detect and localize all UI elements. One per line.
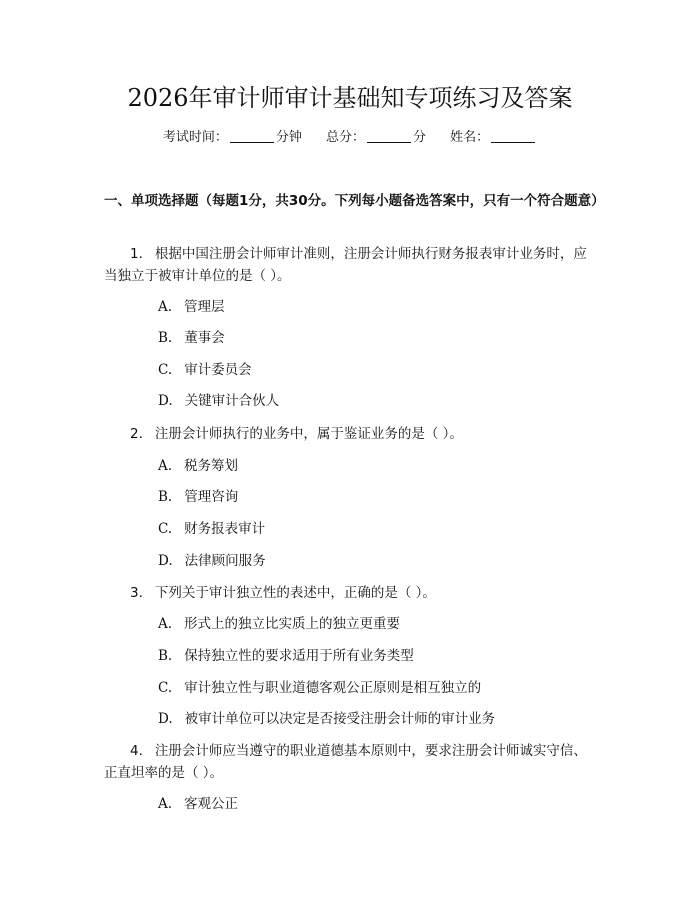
option-text: 董事会 xyxy=(184,330,225,346)
question-3-option-c xyxy=(158,678,598,698)
option-letter: A. xyxy=(158,299,173,315)
option-text: 客观公正 xyxy=(184,796,239,812)
option-letter: C. xyxy=(158,521,173,537)
question-3-option-b xyxy=(158,646,598,666)
time-label: 考试时间： xyxy=(162,130,228,145)
question-1-option-c xyxy=(158,360,598,380)
option-text: 管理层 xyxy=(184,299,225,315)
question-4 xyxy=(104,740,600,784)
exam-name xyxy=(450,130,537,145)
question-text: 下列关于审计独立性的表述中，正确的是（ ）。 xyxy=(154,585,436,601)
exam-score xyxy=(326,130,426,145)
option-text: 法律顾问服务 xyxy=(184,553,266,569)
option-text: 管理咨询 xyxy=(184,489,239,505)
question-3-option-a xyxy=(158,614,598,634)
score-label: 总分： xyxy=(325,130,365,145)
option-letter: B. xyxy=(158,648,173,664)
option-text: 审计独立性与职业道德客观公正原则是相互独立的 xyxy=(184,680,482,696)
option-text: 税务筹划 xyxy=(184,458,239,474)
question-2-option-b xyxy=(158,487,598,507)
time-unit: 分钟 xyxy=(275,130,302,145)
option-letter: C. xyxy=(158,362,173,378)
question-4-option-a xyxy=(158,794,598,814)
document-title: 2026年审计师审计基础知专项练习及答案 xyxy=(127,84,573,112)
question-2 xyxy=(104,423,600,445)
option-text: 保持独立性的要求适用于所有业务类型 xyxy=(184,648,414,664)
option-text: 审计委员会 xyxy=(184,362,252,378)
option-letter: D. xyxy=(158,393,173,409)
option-letter: D. xyxy=(158,553,173,569)
question-text: 注册会计师应当遵守的职业道德基本原则中，要求注册会计师诚实守信、正直坦率的是（ ）。 xyxy=(104,743,587,781)
exam-meta xyxy=(0,128,700,148)
option-text: 被审计单位可以决定是否接受注册会计师的审计业务 xyxy=(184,711,496,727)
question-number: 2. xyxy=(130,426,143,442)
question-1-option-d xyxy=(158,391,598,411)
option-letter: A. xyxy=(158,458,173,474)
question-text: 注册会计师执行的业务中，属于鉴证业务的是（ ）。 xyxy=(154,426,463,442)
option-text: 关键审计合伙人 xyxy=(184,393,280,409)
question-number: 1. xyxy=(130,246,143,262)
question-2-option-a xyxy=(158,456,598,476)
question-text: 根据中国注册会计师审计准则，注册会计师执行财务报表审计业务时，应当独立于被审计单位的是（ ）。 xyxy=(104,246,587,284)
option-letter: B. xyxy=(158,330,173,346)
question-number: 3. xyxy=(130,585,143,601)
question-1 xyxy=(104,243,600,287)
question-number: 4. xyxy=(130,743,143,759)
option-letter: A. xyxy=(158,616,173,632)
question-1-option-b xyxy=(158,328,598,348)
name-blank xyxy=(491,129,535,143)
section-heading: 一、单项选择题（每题1分，共30分。下列每小题备选答案中，只有一个符合题意） xyxy=(104,193,605,209)
option-text: 形式上的独立比实质上的独立更重要 xyxy=(184,616,401,632)
option-text: 财务报表审计 xyxy=(184,521,266,537)
exam-time xyxy=(163,130,302,145)
question-1-option-a xyxy=(158,297,598,317)
time-blank xyxy=(230,129,274,143)
score-unit: 分 xyxy=(413,130,427,145)
score-blank xyxy=(367,129,411,143)
option-letter: B. xyxy=(158,489,173,505)
question-3-option-d xyxy=(158,709,598,729)
question-2-option-d xyxy=(158,551,598,571)
option-letter: D. xyxy=(158,711,173,727)
name-label: 姓名： xyxy=(450,130,490,145)
option-letter: C. xyxy=(158,680,173,696)
question-3 xyxy=(104,582,600,604)
question-2-option-c xyxy=(158,519,598,539)
option-letter: A. xyxy=(158,796,173,812)
